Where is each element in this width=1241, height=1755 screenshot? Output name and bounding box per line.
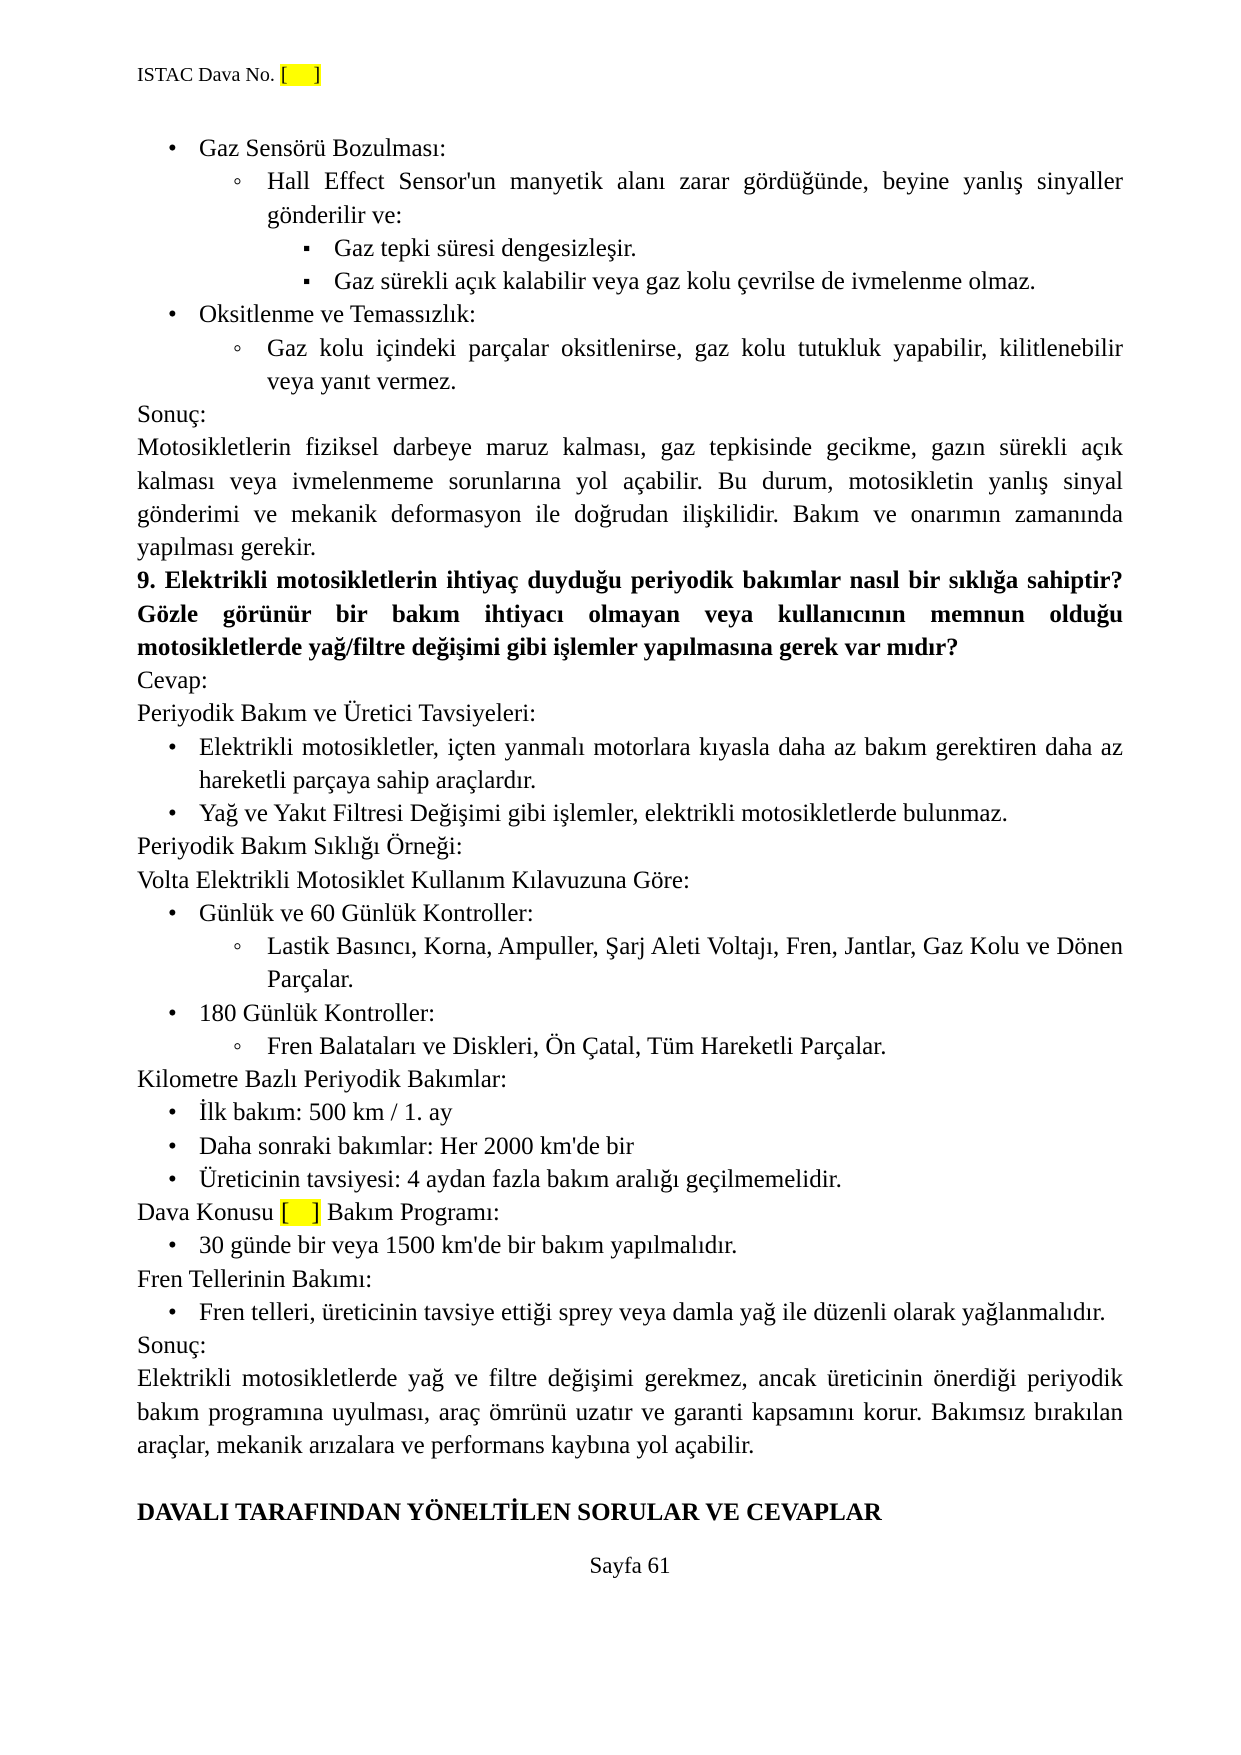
fren-telleri-title: Fren Tellerinin Bakımı:: [137, 1265, 373, 1293]
bullet-list-fren-telleri: [137, 1296, 1123, 1329]
bullet-list-180-gunluk-kontroller: [137, 997, 1123, 1030]
cevap-label: Cevap:: [137, 667, 208, 694]
sonuc-paragraph-2: Elektrikli motosikletlerde yağ ve filtre değişimi gerekmez, ancak üreticinin önerdiği periyodik bakım programına uyulması, araç ömrünü uzatır ve garanti kapsamını korur. Bakımsız bırakılan araçlar, mekanik arızalara ve performans kaybına yol açabilir.: [137, 1365, 1123, 1459]
list-item: • Fren telleri, üreticinin tavsiye ettiği sprey veya damla yağ ile düzenli olarak yağlanmalıdır.: [199, 1296, 1123, 1329]
bullet-list-level3-gaz-belirtiler: [137, 232, 1123, 299]
list-item: • İlk bakım: 500 km / 1. ay: [199, 1096, 1123, 1129]
bullet-list-periyodik-bakim: [137, 731, 1123, 831]
dava-konusu-redaction: [280, 1199, 321, 1226]
case-number-redaction: [280, 64, 321, 86]
bullet-list-kilometre-bakim: [137, 1096, 1123, 1196]
list-item: ▪ Gaz sürekli açık kalabilir veya gaz kolu çevrilse de ivmelenme olmaz.: [334, 265, 1123, 298]
case-number-label: ISTAC Dava No.: [137, 64, 275, 86]
question-9-heading: 9. Elektrikli motosikletlerin ihtiyaç duyduğu periyodik bakımlar nasıl bir sıklığa sahiptir? Gözle görünür bir bakım ihtiyacı olmayan veya kullanıcının memnun olduğu motosikletlerde yağ/filtre değişimi gibi işlemler yapılmasına gerek var mıdır?: [137, 567, 1123, 661]
bullet-list-180-gunluk-detay: [137, 1030, 1123, 1063]
bullet-list-level2-oksitlenme-detay: [137, 332, 1123, 399]
list-item: ◦ Gaz kolu içindeki parçalar oksitlenirse, gaz kolu tutukluk yapabilir, kilitlenebilir veya yanıt vermez.: [267, 332, 1123, 399]
bullet-list-level2-hall-effect: [137, 165, 1123, 232]
periyodik-bakim-uretici-title: Periyodik Bakım ve Üretici Tavsiyeleri:: [137, 700, 537, 728]
bracket-open: [: [280, 64, 288, 86]
sonuc-label-2: Sonuç:: [137, 1332, 207, 1359]
list-item: ▪ Gaz tepki süresi dengesizleşir.: [334, 232, 1123, 265]
document-header: [137, 62, 1123, 88]
bullet-list-gunluk-kontroller: [137, 897, 1123, 930]
siklik-ornegi-title: Periyodik Bakım Sıklığı Örneği:: [137, 833, 463, 861]
sonuc-paragraph-1: Motosikletlerin fiziksel darbeye maruz kalması, gaz tepkisinde gecikme, gazın sürekli açık kalması veya ivmelenmeme sorunlarına yol açabilir. Bu durum, motosikletin yanlış sinyal gönderimi ve mekanik deformasyon ile doğrudan ilişkilidir. Bakım ve onarımın zamanında yapılması gerekir.: [137, 434, 1123, 561]
list-item: • Üreticinin tavsiyesi: 4 aydan fazla bakım aralığı geçilmemelidir.: [199, 1163, 1123, 1196]
bullet-list-level1-oksitlenme: [137, 298, 1123, 331]
bullet-list-level1-gaz: [137, 132, 1123, 165]
list-item: • Elektrikli motosikletler, içten yanmalı motorlara kıyasla daha az bakım gerektiren daha az hareketli parçaya sahip araçlardır.: [199, 731, 1123, 798]
sonuc-label-1: Sonuç:: [137, 401, 207, 428]
list-item: ◦ Hall Effect Sensor'un manyetik alanı zarar gördüğünde, beyine yanlış sinyaller gönderilir ve:: [267, 165, 1123, 232]
volta-kilavuz-title: Volta Elektrikli Motosiklet Kullanım Kılavuzuna Göre:: [137, 866, 690, 894]
list-item: • Günlük ve 60 Günlük Kontroller:: [199, 897, 1123, 930]
section-spacer: [137, 1462, 1123, 1496]
bracket-open: [: [281, 1199, 290, 1226]
list-item: ◦ Lastik Basıncı, Korna, Ampuller, Şarj Aleti Voltajı, Fren, Jantlar, Gaz Kolu ve Dönen Parçalar.: [267, 930, 1123, 997]
list-item: • 30 günde bir veya 1500 km'de bir bakım yapılmalıdır.: [199, 1229, 1123, 1262]
list-item: ◦ Fren Balataları ve Diskleri, Ön Çatal, Tüm Hareketli Parçalar.: [267, 1030, 1123, 1063]
bullet-list-dava-konusu-bakim: [137, 1229, 1123, 1262]
dava-konusu-prefix: Dava Konusu: [137, 1199, 274, 1226]
list-item: • Gaz Sensörü Bozulması:: [199, 132, 1123, 165]
dava-konusu-suffix: Bakım Programı:: [326, 1199, 500, 1226]
dava-konusu-bakim-programi-title: [137, 1196, 1123, 1229]
list-item: • Yağ ve Yakıt Filtresi Değişimi gibi işlemler, elektrikli motosikletlerde bulunmaz.: [199, 797, 1123, 830]
kilometre-bazli-title: Kilometre Bazlı Periyodik Bakımlar:: [137, 1066, 508, 1093]
bracket-close: ]: [313, 64, 321, 86]
bracket-close: ]: [311, 1199, 320, 1226]
list-item: • Daha sonraki bakımlar: Her 2000 km'de bir: [199, 1130, 1123, 1163]
page-footer: Sayfa 61: [589, 1553, 671, 1579]
list-item: • Oksitlenme ve Temassızlık:: [199, 298, 1123, 331]
list-item: • 180 Günlük Kontroller:: [199, 997, 1123, 1030]
davali-sorular-heading: DAVALI TARAFINDAN YÖNELTİLEN SORULAR VE CEVAPLAR: [137, 1499, 882, 1526]
bullet-list-gunluk-kontroller-detay: [137, 930, 1123, 997]
